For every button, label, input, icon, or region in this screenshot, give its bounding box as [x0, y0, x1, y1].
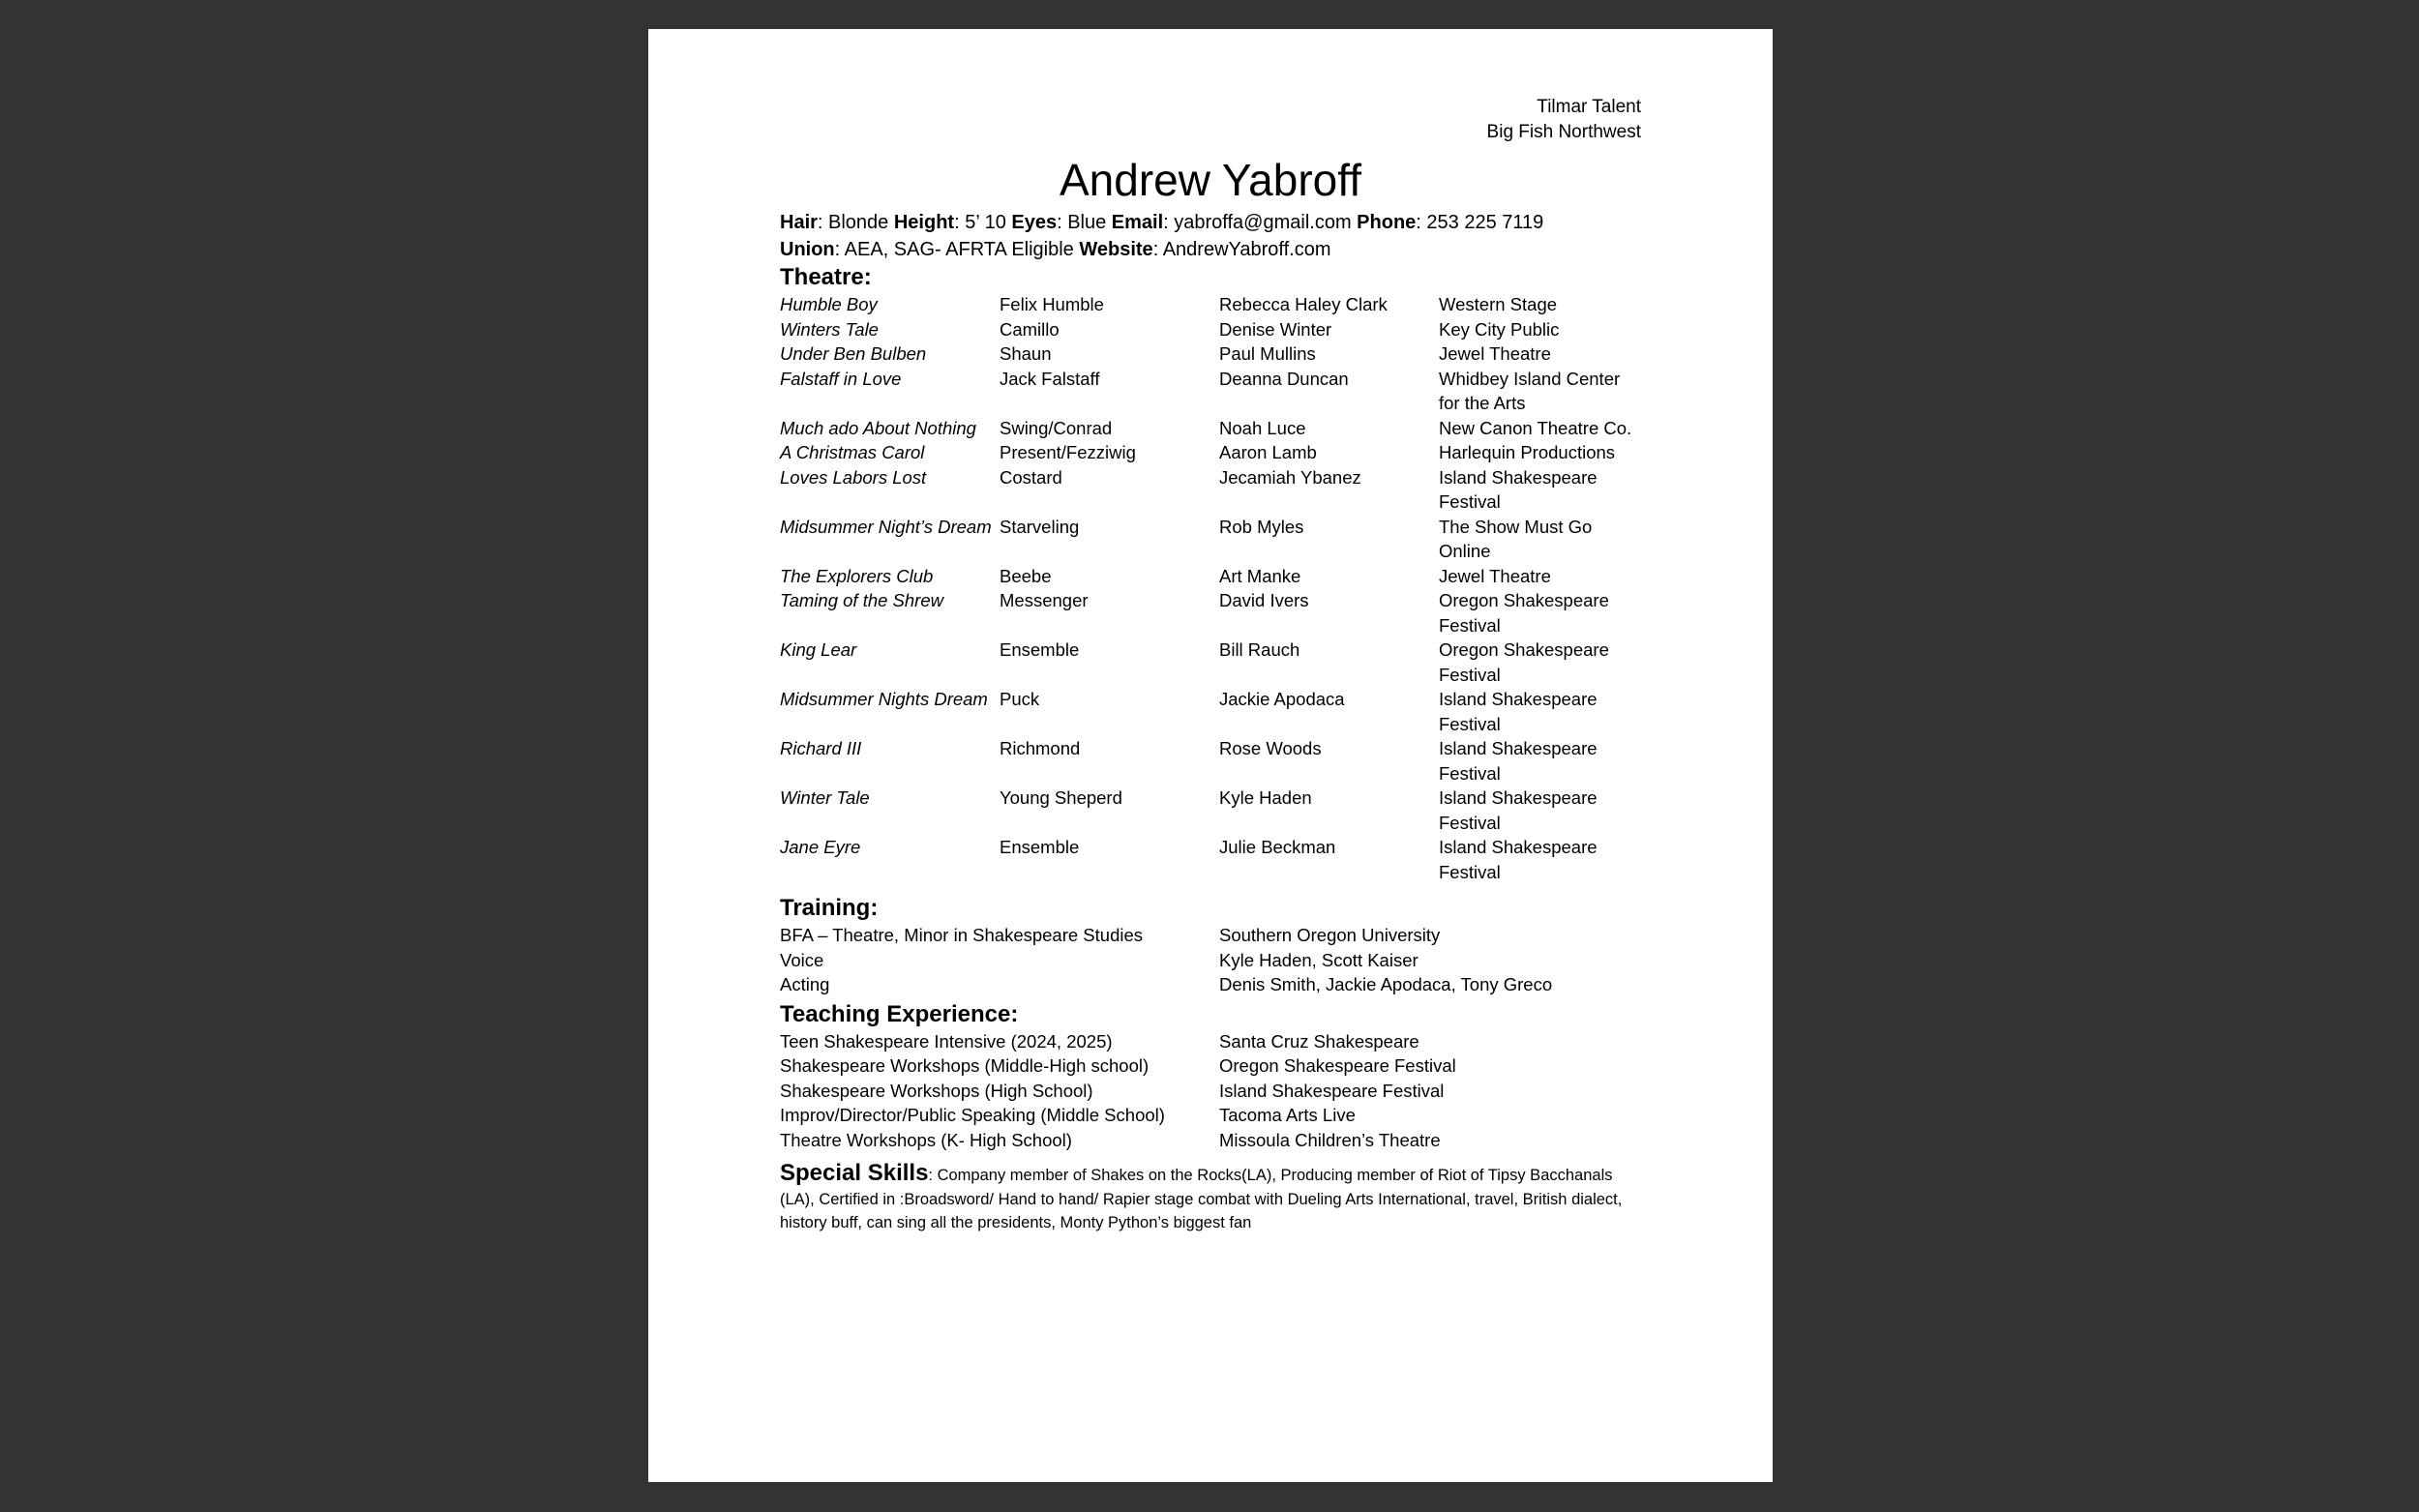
role: Camillo	[1000, 318, 1060, 340]
show-title: King Lear	[780, 639, 857, 660]
teaching-org: Tacoma Arts Live	[1219, 1105, 1356, 1125]
role: Swing/Conrad	[1000, 417, 1113, 438]
director: Jecamiah Ybanez	[1219, 466, 1361, 488]
role: Present/Fezziwig	[1000, 442, 1136, 462]
actor-name: Andrew Yabroff	[1060, 155, 1361, 205]
agency-line-1: Tilmar Talent	[1537, 97, 1641, 117]
role: Starveling	[1000, 516, 1080, 537]
role: Ensemble	[1000, 639, 1080, 660]
role: Young Sheperd	[1000, 787, 1122, 808]
company: Harlequin Productions	[1439, 442, 1616, 462]
training-item: BFA – Theatre, Minor in Shakespeare Studies	[780, 925, 1144, 945]
training-item: Voice	[780, 949, 824, 970]
website-value: : AndrewYabroff.com	[1152, 239, 1331, 260]
director: Jackie Apodaca	[1219, 689, 1345, 709]
director: Paul Mullins	[1219, 343, 1316, 364]
union-value: : AEA, SAG- AFRTA Eligible	[834, 239, 1080, 260]
director: Bill Rauch	[1219, 639, 1300, 660]
show-title: A Christmas Carol	[780, 442, 925, 462]
director: Art Manke	[1219, 565, 1301, 586]
show-title: Humble Boy	[780, 294, 878, 314]
role: Richmond	[1000, 738, 1081, 758]
union-label: Union	[780, 239, 835, 260]
show-title: Loves Labors Lost	[780, 466, 927, 488]
role: Felix Humble	[1000, 294, 1104, 314]
company: Jewel Theatre	[1439, 565, 1551, 586]
show-title: Much ado About Nothing	[780, 417, 976, 438]
email-value: : yabroffa@gmail.com	[1163, 212, 1358, 233]
special-skills	[780, 1162, 1641, 1235]
teaching-heading: Teaching Experience:	[780, 1000, 1019, 1027]
director: Denise Winter	[1219, 318, 1332, 340]
company: New Canon Theatre Co.	[1439, 417, 1632, 438]
company: Island Shakespeare Festival	[1439, 738, 1598, 784]
teaching-org: Island Shakespeare Festival	[1219, 1080, 1445, 1101]
company: Oregon Shakespeare Festival	[1439, 639, 1609, 685]
company: Whidbey Island Center for the Arts	[1439, 368, 1621, 413]
skills-heading: Special Skills	[780, 1160, 929, 1186]
agency-block	[780, 95, 1641, 145]
teaching-item: Theatre Workshops (K- High School)	[780, 1129, 1072, 1150]
email-label: Email	[1111, 212, 1164, 233]
director: Aaron Lamb	[1219, 442, 1317, 462]
show-title: Taming of the Shrew	[780, 590, 943, 610]
director: Rebecca Haley Clark	[1219, 294, 1388, 314]
resume-content	[780, 95, 1641, 1235]
training-source: Kyle Haden, Scott Kaiser	[1219, 949, 1419, 970]
teaching-org: Missoula Children’s Theatre	[1219, 1129, 1441, 1150]
info-line-1	[780, 209, 1641, 236]
director: David Ivers	[1219, 590, 1309, 610]
training-source: Denis Smith, Jackie Apodaca, Tony Greco	[1219, 974, 1553, 994]
show-title: Jane Eyre	[780, 837, 861, 857]
company: Jewel Theatre	[1439, 343, 1551, 364]
teaching-item: Teen Shakespeare Intensive (2024, 2025)	[780, 1030, 1113, 1052]
show-title: Richard III	[780, 738, 862, 758]
phone-value: : 253 225 7119	[1416, 212, 1544, 233]
eyes-label: Eyes	[1011, 212, 1058, 233]
director: Kyle Haden	[1219, 787, 1312, 808]
company: Key City Public	[1439, 318, 1560, 340]
role: Jack Falstaff	[1000, 368, 1100, 389]
company: Oregon Shakespeare Festival	[1439, 590, 1609, 636]
eyes-value: : Blue	[1057, 212, 1112, 233]
director: Deanna Duncan	[1219, 368, 1349, 389]
director: Noah Luce	[1219, 417, 1306, 438]
teaching-table	[780, 1029, 1641, 1153]
company: Island Shakespeare Festival	[1439, 466, 1598, 512]
role: Beebe	[1000, 565, 1052, 586]
hair-value: : Blonde	[817, 212, 894, 233]
teaching-item: Improv/Director/Public Speaking (Middle School)	[780, 1105, 1165, 1125]
director: Julie Beckman	[1219, 837, 1336, 857]
show-title: Under Ben Bulben	[780, 343, 927, 364]
company: The Show Must Go Online	[1439, 516, 1593, 561]
show-title: Winter Tale	[780, 787, 870, 808]
director: Rob Myles	[1219, 516, 1304, 537]
company: Island Shakespeare Festival	[1439, 787, 1598, 833]
height-value: : 5’ 10	[954, 212, 1012, 233]
training-heading: Training:	[780, 895, 879, 921]
show-title: The Explorers Club	[780, 565, 934, 586]
role: Puck	[1000, 689, 1040, 709]
skills-text: : Company member of Shakes on the Rocks(LA), Producing member of Riot of Tipsy Bacchanals (LA), Certified in :Broadsword/ Hand to hand/ Rapier stage combat with Dueling Arts International, travel, British dialect, history buff, can sing all the presidents, Monty Python’s biggest fan	[780, 1167, 1623, 1231]
agency-line-2: Big Fish Northwest	[1486, 122, 1641, 142]
teaching-org: Santa Cruz Shakespeare	[1219, 1030, 1419, 1052]
theatre-credits-table	[780, 292, 1641, 884]
teaching-item: Shakespeare Workshops (High School)	[780, 1080, 1093, 1101]
teaching-item: Shakespeare Workshops (Middle-High school)	[780, 1055, 1150, 1076]
training-source: Southern Oregon University	[1219, 925, 1441, 945]
teaching-org: Oregon Shakespeare Festival	[1219, 1055, 1456, 1076]
company: Island Shakespeare Festival	[1439, 689, 1598, 734]
role: Messenger	[1000, 590, 1089, 610]
hair-label: Hair	[780, 212, 818, 233]
role: Shaun	[1000, 343, 1052, 364]
training-item: Acting	[780, 974, 830, 994]
show-title: Winters Tale	[780, 318, 879, 340]
role: Ensemble	[1000, 837, 1080, 857]
director: Rose Woods	[1219, 738, 1322, 758]
show-title: Midsummer Nights Dream	[780, 689, 988, 709]
height-label: Height	[893, 212, 955, 233]
theatre-heading: Theatre:	[780, 264, 872, 290]
training-table	[780, 923, 1641, 997]
phone-label: Phone	[1357, 212, 1417, 233]
show-title: Midsummer Night’s Dream	[780, 516, 992, 537]
document-page	[648, 29, 1773, 1482]
website-label: Website	[1079, 239, 1153, 260]
info-line-2	[780, 236, 1641, 263]
show-title: Falstaff in Love	[780, 368, 902, 389]
company: Western Stage	[1439, 294, 1558, 314]
company: Island Shakespeare Festival	[1439, 837, 1598, 882]
role: Costard	[1000, 466, 1062, 488]
